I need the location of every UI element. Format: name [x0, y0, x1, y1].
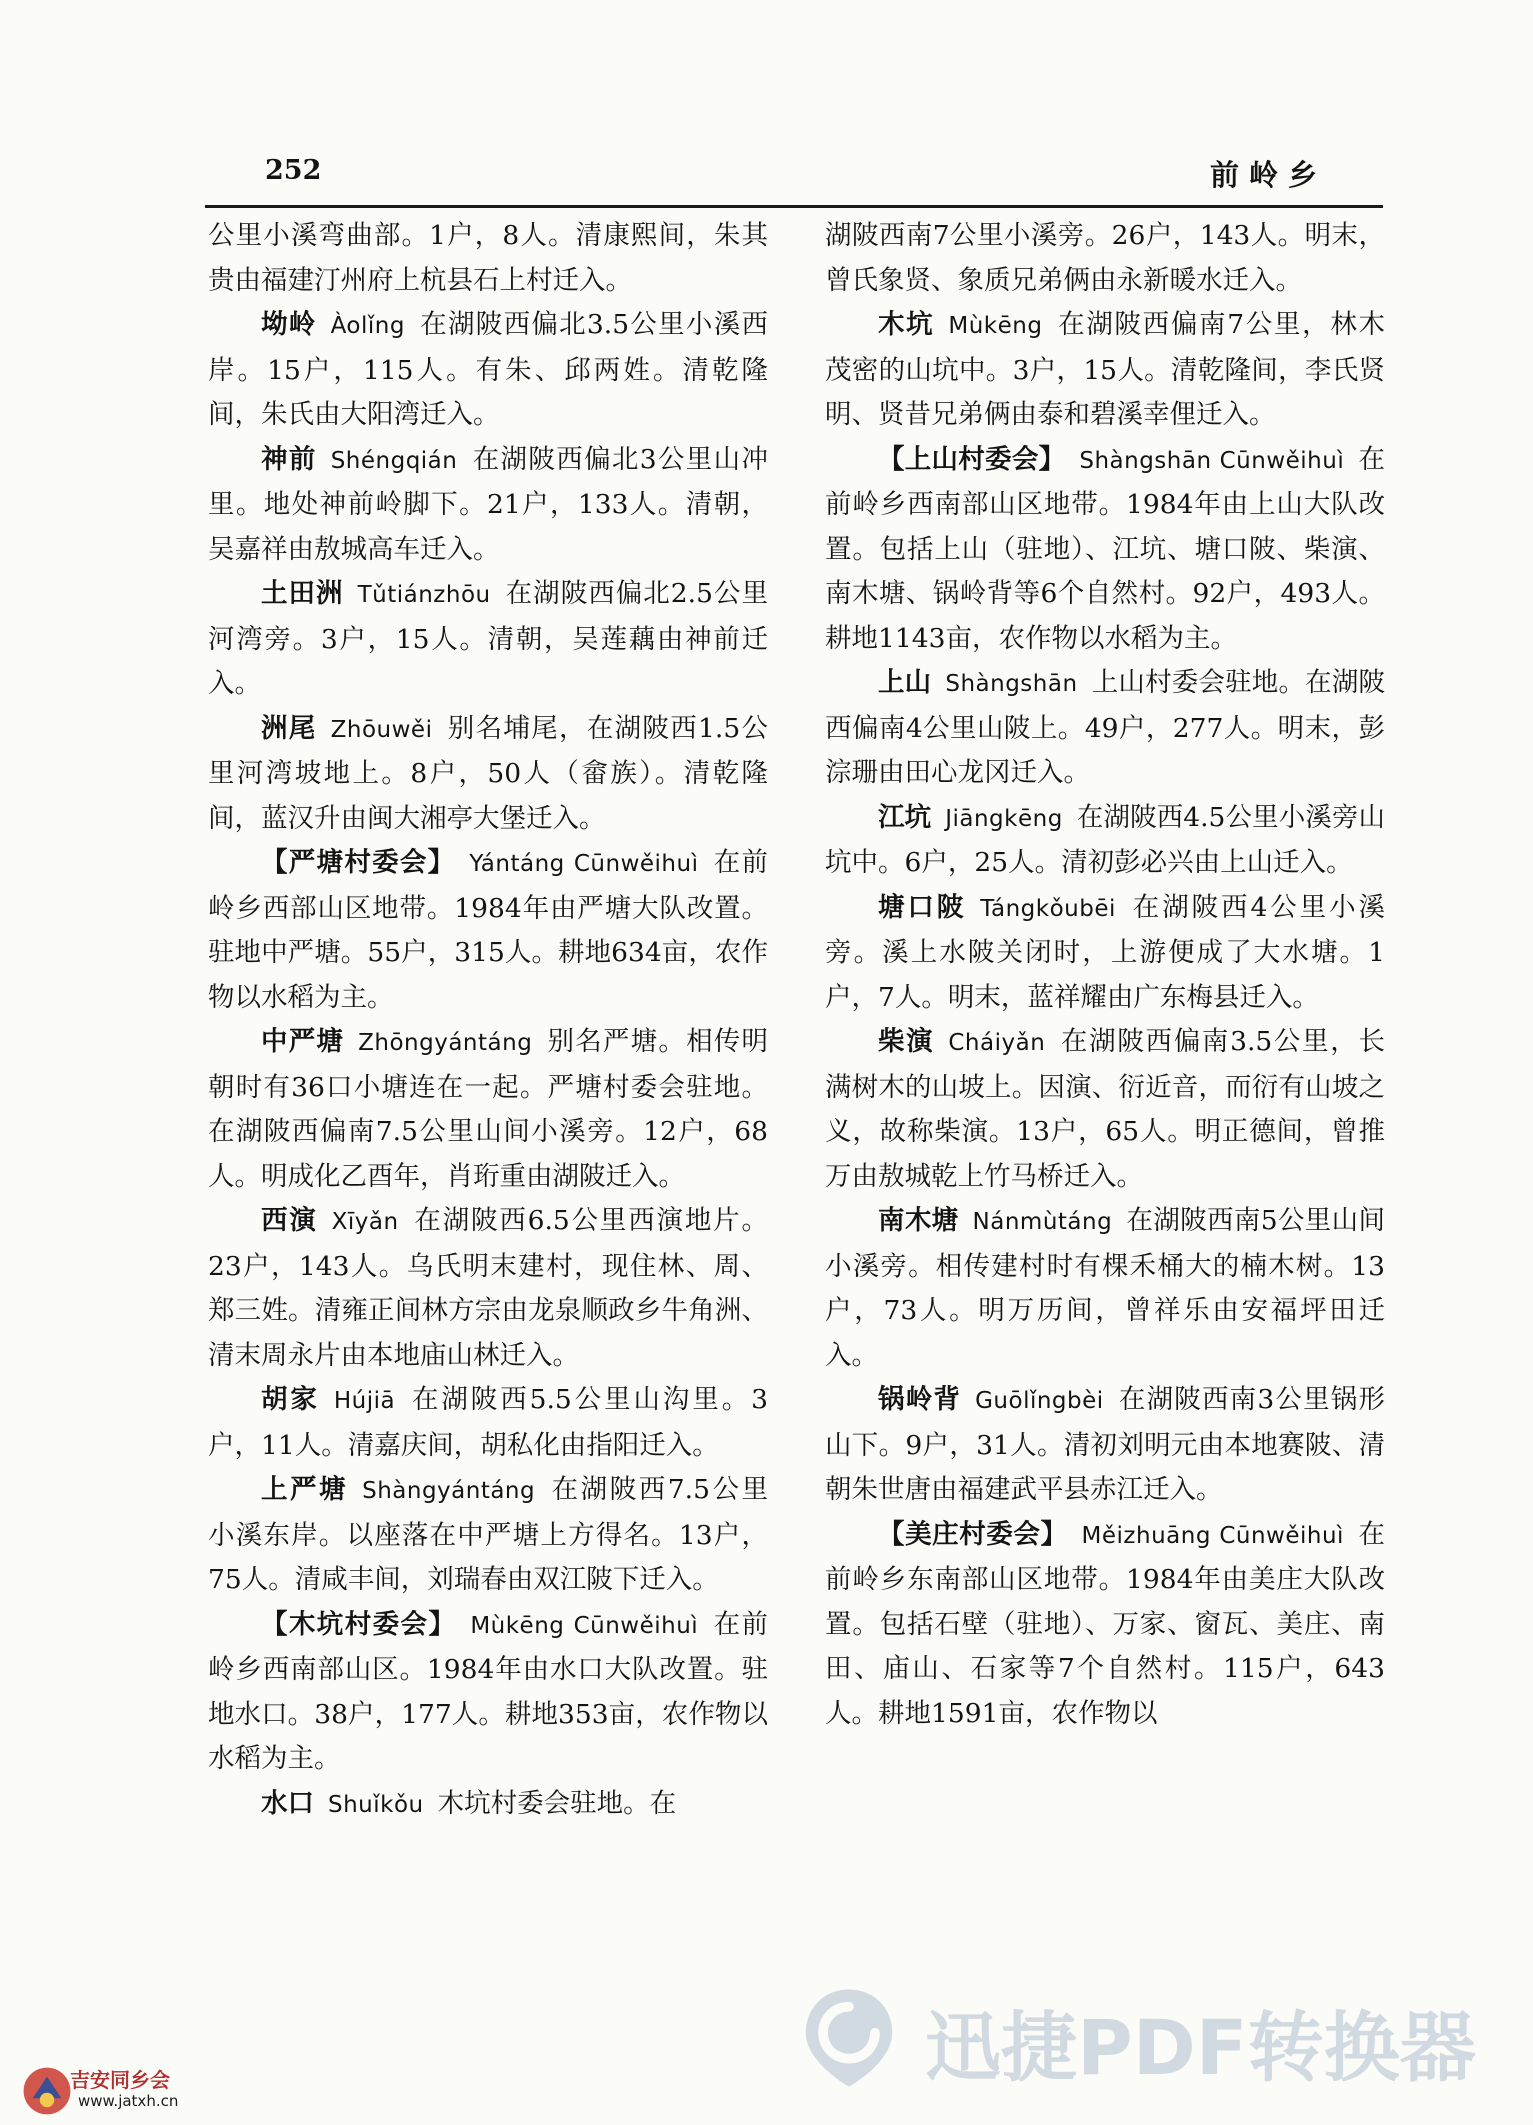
entry-text: 别名埔尾，在湖陂西1.5公里河湾坡地上。8户，50人（畲族）。清乾隆间，蓝汉升由闽大湘亭大堡迁入。: [208, 712, 768, 834]
entry-pinyin: Shàngyántáng: [362, 1478, 536, 1504]
entry-term: 西演: [261, 1205, 318, 1236]
entry-text: 别名严塘。相传明朝时有36口小塘连在一起。严塘村委会驻地。在湖陂西偏南7.5公里山间小溪旁。12户，68人。明成化乙酉年，肖珩重由湖陂迁入。: [208, 1026, 769, 1192]
entry-paragraph: [208, 1378, 768, 1468]
entry-text: 在前岭乡西南部山区。1984年由水口大队改置。驻地水口。38户，177人。耕地353亩，农作物以水稻为主。: [208, 1608, 769, 1774]
entry-term: 锅岭背: [878, 1384, 962, 1415]
entry-pinyin: Yántáng Cūnwěihuì: [469, 851, 699, 877]
entry-term: 土田洲: [261, 578, 344, 609]
entry-term: 中严塘: [261, 1026, 345, 1057]
right-column: [825, 214, 1385, 1736]
entry-paragraph: [208, 1468, 768, 1603]
left-column: [208, 214, 768, 1827]
entry-paragraph: 湖陂西南7公里小溪旁。26户，143人。明末，曾氏象贤、象质兄弟俩由永新暖水迁入。: [825, 220, 1385, 296]
entry-pinyin: Mùkēng: [948, 313, 1043, 339]
entry-paragraph: [208, 1782, 768, 1828]
entry-paragraph: [825, 1020, 1385, 1199]
entry-paragraph: [208, 1020, 768, 1199]
entry-pinyin: Tǔtiánzhōu: [357, 582, 491, 608]
entry-text: 在前岭乡西南部山区地带。1984年由上山大队改置。包括上山（驻地）、江坑、塘口陂、柴演、南木塘、锅岭背等6个自然村。92户，493人。耕地1143亩，农作物以水稻为主。: [825, 443, 1385, 654]
entry-term: 洲尾: [261, 712, 317, 744]
entry-text: 在湖陂西6.5公里西演地片。23户，143人。乌氏明末建村，现住林、周、郑三姓。清雍正间林方宗由龙泉顺政乡牛角洲、清末周永片由本地庙山林迁入。: [208, 1205, 768, 1371]
entry-term: 神前: [261, 443, 317, 475]
entry-pinyin: Guōlǐngbèi: [975, 1388, 1104, 1414]
entry-pinyin: Zhōngyántáng: [358, 1030, 533, 1056]
converter-watermark: [795, 1975, 1495, 2095]
entry-text: 木坑村委会驻地。在: [437, 1787, 677, 1819]
section-paragraph: [825, 438, 1385, 662]
entry-text: 在湖陂西南5公里山间小溪旁。相传建村时有棵禾桶大的楠木树。13户，73人。明万历间，曾祥乐由安福坪田迁入。: [825, 1205, 1385, 1371]
entry-text: 在湖陂西4公里小溪旁。溪上水陂关闭时，上游便成了大水塘。1户，7人。明末，蓝祥耀由广东梅县迁入。: [825, 891, 1385, 1013]
section-heading: 【木坑村委会】: [261, 1608, 457, 1640]
entry-paragraph: 公里小溪弯曲部。1户，8人。清康熙间，朱其贵由福建汀州府上杭县石上村迁入。: [208, 220, 768, 296]
entry-term: 江坑: [878, 801, 932, 833]
entry-pinyin: Jiāngkēng: [945, 805, 1063, 832]
entry-paragraph: [208, 438, 768, 573]
section-paragraph: [208, 841, 768, 1020]
entry-text: 在湖陂西偏北3.5公里小溪西岸。15户，115人。有朱、邱两姓。清乾隆间，朱氏由大阳湾迁入。: [208, 309, 768, 430]
entry-paragraph: [825, 1199, 1385, 1378]
entry-pinyin: Mùkēng Cūnwěihuì: [470, 1612, 699, 1639]
entry-term: 上严塘: [261, 1474, 349, 1505]
entry-paragraph: [825, 886, 1385, 1021]
entry-pinyin: Hújiā: [333, 1388, 396, 1414]
entry-pinyin: Shàngshān Cūnwěihuì: [1079, 447, 1345, 474]
site-url: www.jatxh.cn: [78, 2092, 179, 2110]
entry-text: 在湖陂西偏南3.5公里，长满树木的山坡上。因演、衍近音，而衍有山坡之义，故称柴演。13户，65人。明正德间，曾推万由敖城乾上竹马桥迁入。: [825, 1026, 1385, 1192]
watermark-text: 迅捷PDF转换器: [925, 2003, 1476, 2092]
running-head: 前岭乡: [1209, 158, 1327, 192]
entry-pinyin: Shàngshān: [945, 671, 1078, 697]
entry-text: 在前岭乡西部山区地带。1984年由严塘大队改置。驻地中严塘。55户，315人。耕地634亩，农作物以水稻为主。: [208, 847, 769, 1013]
entry-text: 在湖陂西7.5公里小溪东岸。以座落在中严塘上方得名。13户，75人。清咸丰间，刘瑞春由双江陂下迁入。: [208, 1474, 768, 1595]
entry-text: 在湖陂西5.5公里山沟里。3户，11人。清嘉庆间，胡私化由指阳迁入。: [208, 1384, 768, 1461]
entry-pinyin: Tángkǒubēi: [980, 895, 1116, 922]
entry-term: 上山: [878, 667, 932, 698]
converter-logo-icon: [795, 1983, 903, 2091]
page-number: 252: [265, 155, 322, 186]
entry-term: 南木塘: [878, 1205, 959, 1236]
entry-term: 木坑: [878, 309, 935, 340]
entry-paragraph: [825, 661, 1385, 796]
entry-term: 坳岭: [261, 309, 317, 340]
entry-paragraph: [208, 707, 768, 842]
entry-text: 在湖陂西偏北3公里山冲里。地处神前岭脚下。21户，133人。清朝，吴嘉祥由敖城高车迁入。: [208, 443, 768, 565]
entry-pinyin: Nánmùtáng: [972, 1209, 1113, 1235]
entry-paragraph: [825, 1378, 1385, 1513]
entry-term: 塘口陂: [878, 891, 967, 923]
entry-pinyin: Cháiyǎn: [948, 1030, 1046, 1056]
entry-pinyin: Xīyǎn: [331, 1209, 399, 1235]
entry-term: 水口: [261, 1787, 314, 1819]
section-paragraph: [825, 1513, 1385, 1737]
section-heading: 【上山村委会】: [878, 443, 1066, 475]
entry-paragraph: [208, 303, 768, 438]
entry-text: 在湖陂西偏南7公里，林木茂密的山坑中。3户，15人。清乾隆间，李氏贤明、贤昔兄弟俩由泰和碧溪幸俚迁入。: [825, 309, 1385, 430]
entry-text: 在湖陂西偏北2.5公里河湾旁。3户，15人。清朝，吴莲藕由神前迁入。: [208, 578, 768, 699]
entry-paragraph: [825, 303, 1385, 438]
entry-term: 胡家: [261, 1384, 320, 1415]
site-mark: [6, 2060, 186, 2120]
entry-pinyin: Zhōuwěi: [330, 716, 433, 743]
entry-text: 在前岭乡东南部山区地带。1984年由美庄大队改置。包括石壁（驻地）、万家、窗瓦、美庄、南田、庙山、石家等7个自然村。115户，643人。耕地1591亩，农作物以: [825, 1518, 1386, 1729]
site-name: 吉安同乡会: [70, 2068, 170, 2092]
section-heading: 【美庄村委会】: [878, 1518, 1068, 1550]
entry-paragraph: [825, 796, 1385, 886]
page-header: [205, 155, 1383, 201]
entry-pinyin: Shuǐkǒu: [328, 1791, 424, 1818]
entry-paragraph: [208, 1199, 768, 1378]
section-paragraph: [208, 1603, 768, 1782]
entry-pinyin: Měizhuāng Cūnwěihuì: [1081, 1522, 1344, 1549]
entry-text: 上山村委会驻地。在湖陂西偏南4公里山陂上。49户，277人。明末，彭淙珊由田心龙冈迁入。: [825, 667, 1386, 788]
entry-term: 柴演: [878, 1026, 935, 1057]
entry-paragraph: [208, 572, 768, 707]
entry-text: 在湖陂西南3公里锅形山下。9户，31人。清初刘明元由本地赛陂、清朝朱世唐由福建武平县赤江迁入。: [825, 1384, 1385, 1505]
section-heading: 【严塘村委会】: [261, 847, 456, 878]
site-seal-icon: [20, 2064, 74, 2118]
entry-pinyin: Àolǐng: [330, 313, 405, 339]
entry-pinyin: Shéngqián: [330, 447, 458, 474]
entry-text: 在湖陂西4.5公里小溪旁山坑中。6户，25人。清初彭必兴由上山迁入。: [825, 801, 1385, 878]
header-rule: [205, 205, 1383, 208]
